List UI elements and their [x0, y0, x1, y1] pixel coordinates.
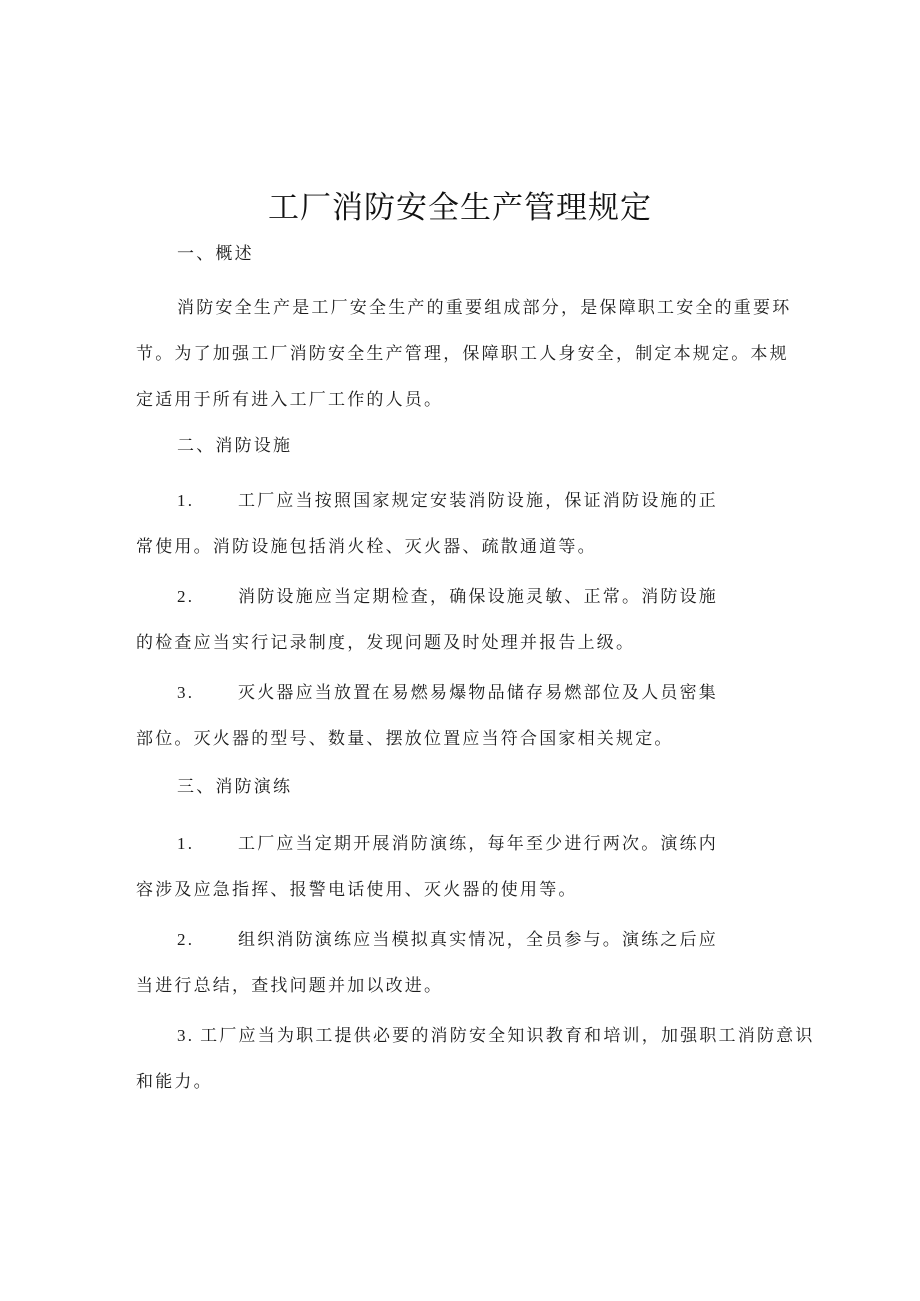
- item-continuation: 当进行总结，查找问题并加以改进。: [136, 976, 444, 996]
- item-number: 2.: [177, 930, 195, 949]
- item-first-line: 灭火器应当放置在易燃易爆物品储存易燃部位及人员密集: [238, 683, 718, 703]
- item-number: 3.: [177, 683, 195, 702]
- overview-paragraph: [136, 285, 796, 423]
- list-item: [136, 821, 796, 913]
- item-first-line: 工厂应当为职工提供必要的消防安全知识教育和培训，加强职工消防意识: [200, 1026, 815, 1046]
- list-item: [136, 574, 796, 666]
- item-first-line: 工厂应当按照国家规定安装消防设施，保证消防设施的正: [238, 491, 718, 511]
- item-continuation: 容涉及应急指挥、报警电话使用、灭火器的使用等。: [136, 880, 578, 900]
- item-number: 2.: [177, 587, 195, 606]
- item-first-line: 组织消防演练应当模拟真实情况，全员参与。演练之后应: [238, 930, 718, 950]
- item-number: 3.: [177, 1026, 195, 1045]
- item-continuation: 常使用。消防设施包括消火栓、灭火器、疏散通道等。: [136, 537, 597, 557]
- section-heading-facilities: 二、消防设施: [177, 436, 293, 456]
- item-continuation: 部位。灭火器的型号、数量、摆放位置应当符合国家相关规定。: [136, 729, 674, 749]
- section-heading-drills: 三、消防演练: [177, 777, 293, 797]
- document-title: 工厂消防安全生产管理规定: [268, 190, 652, 226]
- list-item: [136, 478, 796, 570]
- item-number: 1.: [177, 834, 195, 853]
- paragraph-first-line: 消防安全生产是工厂安全生产的重要组成部分，是保障职工安全的重要环: [177, 298, 792, 318]
- paragraph-continuation: 节。为了加强工厂消防安全生产管理，保障职工人身安全，制定本规定。本规定适用于所有进入工厂工作的人员。: [136, 344, 789, 410]
- item-continuation: 和能力。: [136, 1072, 213, 1092]
- list-item: [136, 917, 796, 1009]
- item-first-line: 工厂应当定期开展消防演练，每年至少进行两次。演练内: [238, 834, 718, 854]
- section-heading-overview: 一、概述: [177, 244, 254, 264]
- item-continuation: 的检查应当实行记录制度，发现问题及时处理并报告上级。: [136, 633, 636, 653]
- item-first-line: 消防设施应当定期检查，确保设施灵敏、正常。消防设施: [238, 587, 718, 607]
- item-number: 1.: [177, 491, 195, 510]
- list-item: [136, 1013, 815, 1105]
- list-item: [136, 670, 796, 762]
